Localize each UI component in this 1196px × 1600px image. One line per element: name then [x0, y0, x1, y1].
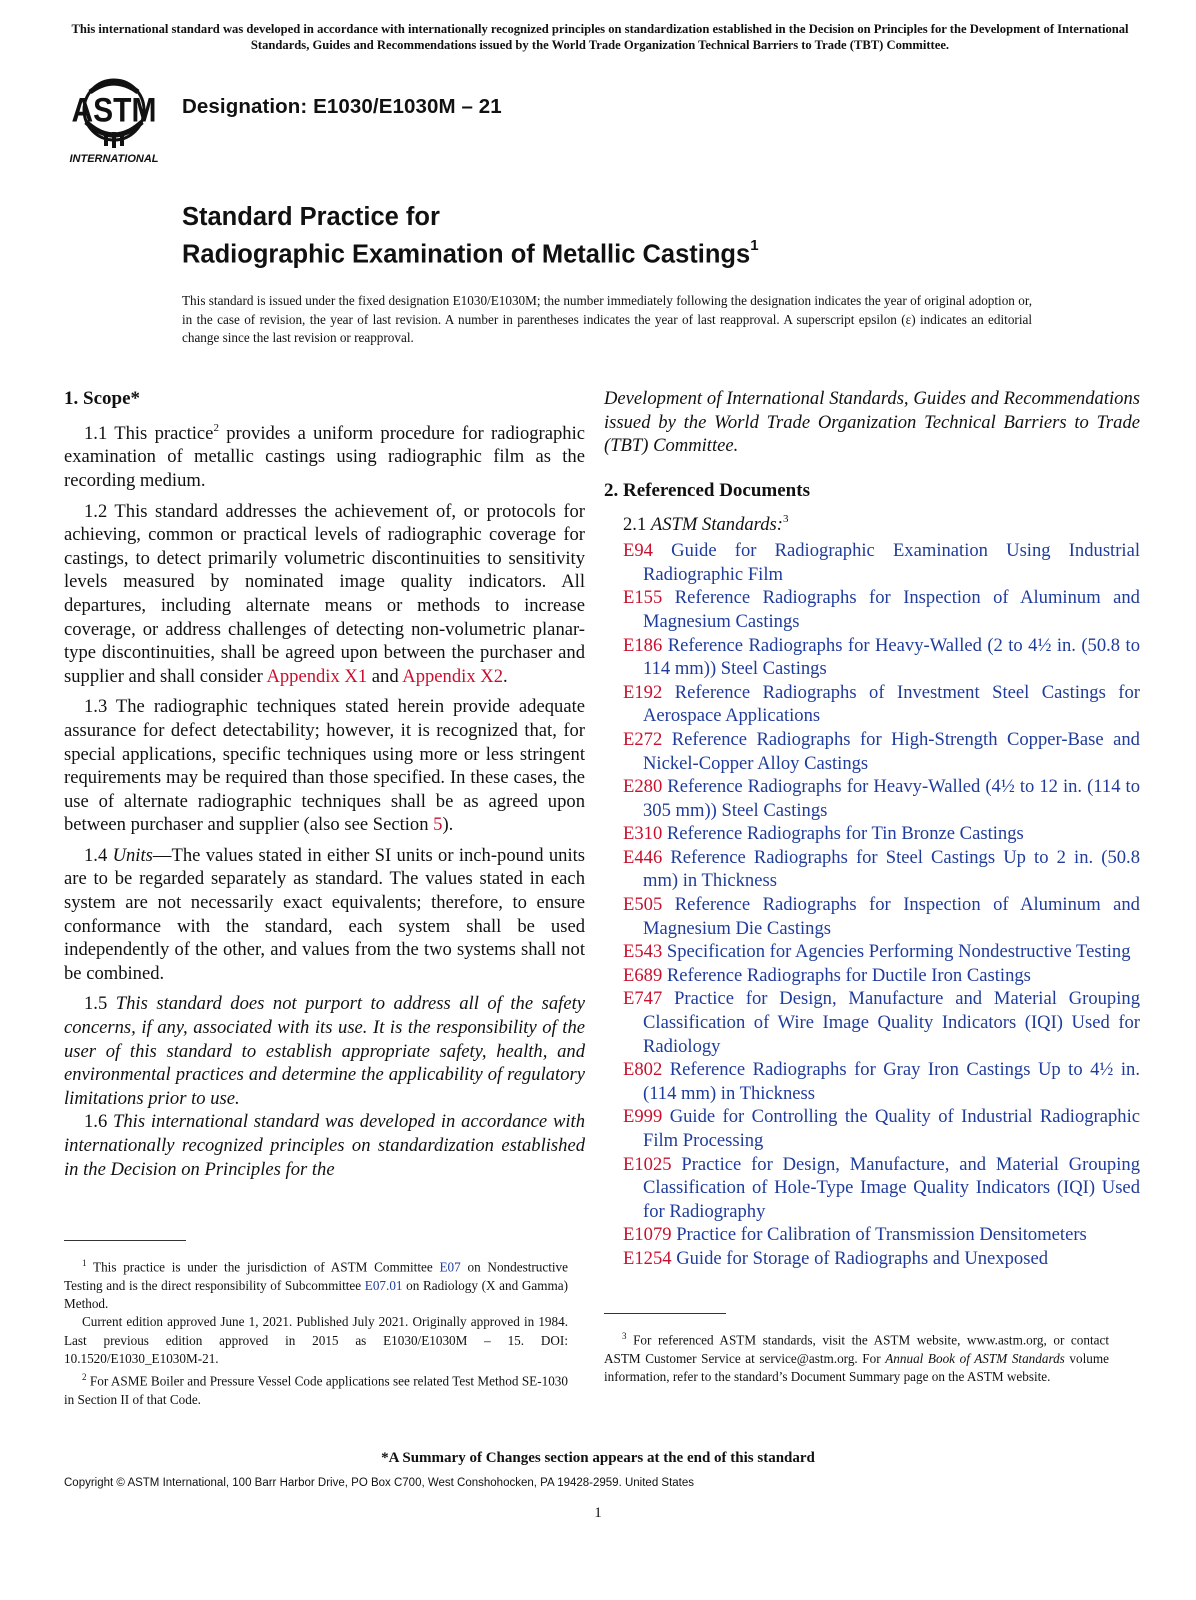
- reference-title-link[interactable]: Reference Radiographs for Inspection of Aluminum and Magnesium Castings: [643, 587, 1140, 632]
- reference-code-link[interactable]: E310: [623, 823, 663, 845]
- link-appendix-x1[interactable]: Appendix X1: [266, 665, 368, 687]
- reference-code-link[interactable]: E505: [623, 894, 663, 916]
- footnote-1-edition: Current edition approved June 1, 2021. Published July 2021. Originally approved in 1984. Last previous edition approved in 2015 as E1030/E1030M – 15. DOI: 10.1520/E1030_E1030M-21.: [64, 1314, 568, 1366]
- reference-code-link[interactable]: E1025: [623, 1153, 672, 1175]
- para-1-2: 1.2 This standard addresses the achievement of, or protocols for achieving, common or practical levels of radiographic coverage for castings, to detect primarily volumetric discontinuities to sensitivity levels measured by nominated image quality indicators. All departures, including alternate means or methods to increase coverage, or address challenges of detecting non-volumetric planar-type discontinuities, shall be agreed upon between the purchaser and supplier and shall consider Appendix X1 and Appendix X2.: [64, 500, 585, 687]
- page-number: 1: [594, 1505, 602, 1521]
- svg-text:INTERNATIONAL: INTERNATIONAL: [69, 153, 159, 165]
- link-e07-01[interactable]: E07.01: [364, 1277, 403, 1293]
- reference-item: [623, 1153, 1140, 1224]
- title-line-1: Standard Practice for: [182, 203, 440, 231]
- reference-item: [623, 846, 1140, 893]
- reference-code-link[interactable]: E689: [623, 964, 663, 986]
- reference-code-link[interactable]: E155: [623, 587, 663, 609]
- para-1-4: 1.4 Units—The values stated in either SI units or inch-pound units are to be regarded separately as standard. The values stated in each system are not necessarily exact equivalents; therefore, to ensure conformance with the standard, each system shall be used independently of the other, and values from the two systems shall not be combined.: [64, 844, 586, 984]
- referenced-documents-heading: 2. Referenced Documents: [604, 479, 810, 501]
- reference-title-link[interactable]: Guide for Controlling the Quality of Industrial Radiographic Film Processing: [643, 1106, 1140, 1151]
- svg-text:ASTM: ASTM: [71, 90, 157, 130]
- reference-code-link[interactable]: E802: [623, 1059, 663, 1081]
- reference-code-link[interactable]: E272: [623, 728, 663, 750]
- reference-list: [623, 539, 1140, 1270]
- footnote-rule-left: [64, 1240, 186, 1241]
- footnotes-left: [64, 1254, 568, 1409]
- reference-title-link[interactable]: Practice for Design, Manufacture, and Material Grouping Classification of Hole-Type Image Quality Indicators (IQI) Used for Radiography: [643, 1153, 1140, 1222]
- right-column: [604, 387, 1140, 1271]
- reference-title-link[interactable]: Specification for Agencies Performing Nondestructive Testing: [666, 941, 1131, 963]
- footnote-ref-3[interactable]: 3: [782, 513, 789, 526]
- link-e07[interactable]: E07: [439, 1259, 461, 1275]
- reference-code-link[interactable]: E999: [623, 1106, 663, 1128]
- scope-heading: 1. Scope*: [64, 388, 140, 409]
- reference-code-link[interactable]: E192: [623, 681, 663, 703]
- reference-title-link[interactable]: Guide for Storage of Radiographs and Unexposed: [676, 1247, 1048, 1269]
- reference-code-link[interactable]: E543: [623, 941, 663, 963]
- footnote-2: $^2$ For ASME Boiler and Pressure Vessel Code applications see related Test Method SE-1030 in Section II of that Code.: [64, 1372, 568, 1407]
- reference-item: [623, 728, 1140, 775]
- reference-code-link[interactable]: E747: [623, 988, 663, 1010]
- summary-of-changes-note: *A Summary of Changes section appears at the end of this standard: [381, 1450, 815, 1466]
- reference-title-link[interactable]: Reference Radiographs for High-Strength Copper-Base and Nickel-Copper Alloy Castings: [643, 728, 1140, 774]
- footnote-3: $^3$ For referenced ASTM standards, visit the ASTM website, www.astm.org, or contact ASTM Customer Service at service@astm.org. For Annual Book of ASTM Standards volume information, refer to the standard’s Document Summary page on the ASTM website.: [604, 1331, 1109, 1384]
- reference-title-link[interactable]: Practice for Design, Manufacture and Material Grouping Classification of Wire Image Quality Indicators (IQI) Used for Radiology: [643, 988, 1140, 1057]
- reference-item: [623, 893, 1140, 940]
- link-section-5[interactable]: 5: [433, 814, 443, 836]
- astm-logo: [64, 70, 168, 166]
- document-title: [182, 201, 759, 271]
- reference-item: [623, 987, 1140, 1058]
- reference-title-link[interactable]: Reference Radiographs of Investment Steel Castings for Aerospace Applications: [643, 681, 1140, 727]
- para-1-3: 1.3 The radiographic techniques stated herein provide adequate assurance for defect detectability; however, it is recognized that, for special applications, specific techniques using more or less stringent requirements may be required than those specified. In these cases, the use of alternate radiographic techniques shall be as agreed upon between purchaser and supplier (also see Section 5).: [64, 696, 585, 836]
- reference-item: [623, 586, 1140, 633]
- reference-title-link[interactable]: Reference Radiographs for Ductile Iron Castings: [666, 964, 1031, 986]
- reference-item: [623, 681, 1140, 728]
- wto-notice: This international standard was developed in accordance with internationally recognized principles on standardization established in the Decision on Principles for the Development of International Standards, Guides and Recommendations issued by the World Trade Organization Technical Barriers to Trade (TBT) Committee.: [71, 22, 1129, 52]
- reference-item: [623, 1247, 1140, 1271]
- footnote-rule-right: [604, 1313, 726, 1314]
- reference-item: [623, 1223, 1140, 1247]
- reference-title-link[interactable]: Guide for Radiographic Examination Using Industrial Radiographic Film: [643, 540, 1140, 585]
- footnote-ref-2[interactable]: 2: [213, 421, 219, 434]
- reference-item: [623, 940, 1140, 964]
- reference-title-link[interactable]: Reference Radiographs for Inspection of Aluminum and Magnesium Die Castings: [643, 894, 1140, 939]
- footnotes-right: [604, 1327, 1109, 1386]
- footnote-1: $^1$ This practice is under the jurisdiction of ASTM Committee E07 on Nondestructive Testing and is the direct responsibility of Subcommittee E07.01 on Radiology (X and Gamma) Method.: [64, 1258, 568, 1311]
- reference-title-link[interactable]: Reference Radiographs for Steel Castings Up to 2 in. (50.8 mm) in Thickness: [643, 846, 1140, 892]
- link-appendix-x2[interactable]: Appendix X2: [402, 665, 503, 687]
- reference-item: [623, 1105, 1140, 1152]
- para-1-5: 1.5 This standard does not purport to address all of the safety concerns, if any, associated with its use. It is the responsibility of the user of this standard to establish appropriate safety, health, and environmental practices and determine the applicability of regulatory limitations prior to use.: [64, 993, 585, 1109]
- reference-item: [623, 964, 1140, 988]
- para-1-6-continued: Development of International Standards, Guides and Recommendations issued by the World Trade Organization Technical Barriers to Trade (TBT) Committee.: [604, 388, 1140, 457]
- title-line-2: Radiographic Examination of Metallic Castings$^1$: [182, 237, 759, 269]
- title-footnote-mark: 1: [750, 237, 759, 254]
- reference-code-link[interactable]: E1079: [623, 1224, 672, 1246]
- reference-item: [623, 539, 1140, 586]
- issued-notice: This standard is issued under the fixed designation E1030/E1030M; the number immediately following the designation indicates the year of original adoption or, in the case of revision, the year of last revision. A number in parentheses indicates the year of last reapproval. A superscript epsilon (ε) indicates an editorial change since the last revision or reapproval.: [182, 293, 1032, 346]
- reference-code-link[interactable]: E1254: [623, 1247, 672, 1269]
- reference-code-link[interactable]: E94: [623, 540, 653, 562]
- left-column: [64, 387, 585, 1188]
- para-1-1: 1.1 This practice$^2$ provides a uniform procedure for radiographic examination of metallic castings using radiographic film as the recording medium.: [64, 421, 585, 491]
- reference-title-link[interactable]: Reference Radiographs for Tin Bronze Castings: [666, 823, 1024, 845]
- reference-title-link[interactable]: Reference Radiographs for Gray Iron Castings Up to 4½ in. (114 mm) in Thickness: [643, 1059, 1140, 1104]
- para-1-6: 1.6 This international standard was developed in accordance with internationally recognized principles on standardization established in the Decision on Principles for the: [64, 1111, 586, 1180]
- reference-title-link[interactable]: Reference Radiographs for Heavy-Walled (4½ to 12 in. (114 to 305 mm)) Steel Castings: [643, 776, 1140, 821]
- reference-title-link[interactable]: Reference Radiographs for Heavy-Walled (2 to 4½ in. (50.8 to 114 mm)) Steel Castings: [643, 634, 1140, 680]
- reference-code-link[interactable]: E186: [623, 634, 663, 656]
- reference-item: [623, 634, 1140, 681]
- reference-title-link[interactable]: Practice for Calibration of Transmission Densitometers: [676, 1224, 1087, 1246]
- reference-item: [623, 775, 1140, 822]
- reference-code-link[interactable]: E280: [623, 776, 663, 798]
- reference-item: [623, 822, 1140, 846]
- designation: Designation: E1030/E1030M – 21: [182, 95, 502, 118]
- astm-standards-subheading: 2.1 ASTM Standards:$^3$: [623, 513, 789, 536]
- copyright: Copyright © ASTM International, 100 Barr Harbor Drive, PO Box C700, West Conshohocken, PA 19428-2959. United States: [64, 1477, 695, 1489]
- reference-item: [623, 1058, 1140, 1105]
- reference-code-link[interactable]: E446: [623, 846, 663, 868]
